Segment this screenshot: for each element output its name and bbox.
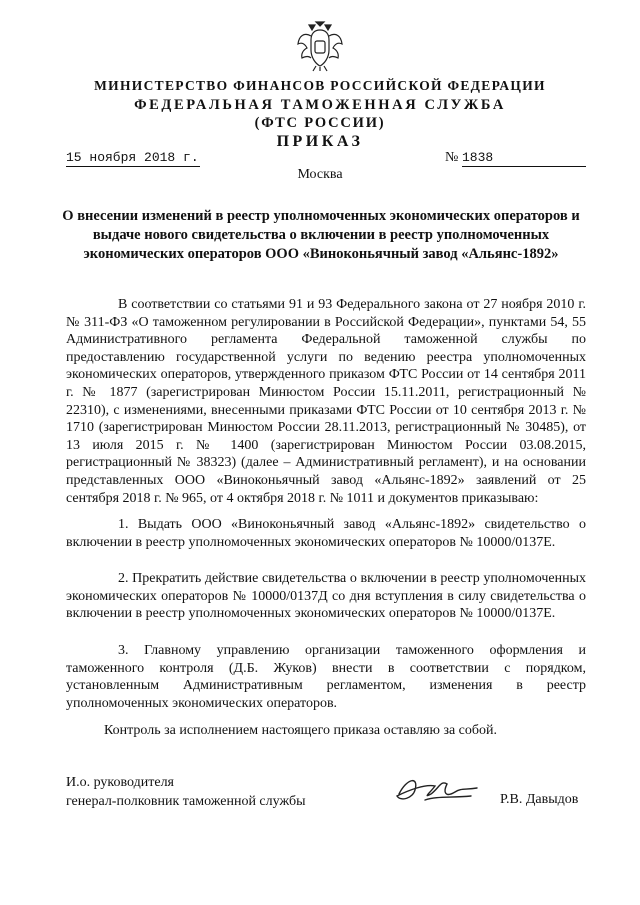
clause-3 (66, 642, 586, 712)
order-date: 15 ноября 2018 г. (66, 150, 199, 165)
signer-name: Р.В. Давыдов (500, 792, 579, 807)
coat-of-arms-icon (296, 20, 344, 72)
ministry-name: МИНИСТЕРСТВО ФИНАНСОВ РОССИЙСКОЙ ФЕДЕРАЦИИ (94, 78, 546, 93)
preamble-paragraph (66, 296, 586, 507)
service-name: ФЕДЕРАЛЬНАЯ ТАМОЖЕННАЯ СЛУЖБА (134, 97, 506, 113)
number-sign: № (445, 150, 459, 165)
handwritten-signature (385, 764, 495, 812)
clause-1 (66, 516, 586, 551)
city: Москва (297, 167, 343, 182)
order-number: 1838 (462, 150, 586, 167)
service-abbreviation: (ФТС РОССИИ) (254, 115, 386, 131)
signer-position-line2: генерал-полковник таможенной службы (66, 794, 306, 809)
order-subject: О внесении изменений в реестр уполномоченных экономических операторов и выдаче нового свидетельства о включении в реестр уполномоченных экономических операторов ООО «Виноконьячный завод «Альянс-1892» (62, 208, 580, 262)
preamble-text: В соответствии со статьями 91 и 93 Федерального закона от 27 ноября 2010 г. № 311-ФЗ «О таможенном регулировании в Российской Федерации», пунктами 54, 55 Административного регламента Федеральной таможенной службы по предоставлению государственной услуги по ведению реестра уполномоченных экономических операторов, утвержденного приказом ФТС России от 14 сентября 2011 г. № 1877 (зарегистрирован Минюстом России 15.11.2011, регистрационный № 22310), с изменениями, внесенными приказами ФТС России от 10 сентября 2013 г. № 1710 (зарегистрирован Минюстом России 28.11.2013, регистрационный № 30485), от 13 июля 2015 г. № 1400 (зарегистрирован Минюстом России 03.08.2015, регистрационный № 38323) (далее – Административный регламент), и на основании представленных ООО «Виноконьячный завод «Альянс-1892» заявлений от 25 сентября 2018 г. № 965, от 4 октября 2018 г. № 1011 и документов приказываю: (66, 297, 586, 506)
clause-1-text: 1. Выдать ООО «Виноконьячный завод «Альянс-1892» свидетельство о включении в реестр уполномоченных экономических операторов № 10000/0137Е. (66, 517, 586, 550)
control-clause: Контроль за исполнением настоящего приказа оставляю за собой. (104, 723, 498, 738)
document-type: ПРИКАЗ (276, 133, 364, 150)
clause-2-text: 2. Прекратить действие свидетельства о включении в реестр уполномоченных экономических операторов № 10000/0137Д со дня вступления в силу свидетельства о включении в реестр уполномоченных экономических операторов № 10000/0137Е. (66, 571, 586, 622)
clause-2 (66, 570, 586, 623)
signer-position (66, 773, 305, 811)
signer-position-line1: И.о. руководителя (66, 775, 175, 790)
clause-3-text: 3. Главному управлению организации таможенного оформления и таможенного контроля (Д.Б. Жуков) внести в соответствии с порядком, установленным Административным регламентом, изменения в реестр уполномоченных экономических операторов. (66, 643, 586, 711)
